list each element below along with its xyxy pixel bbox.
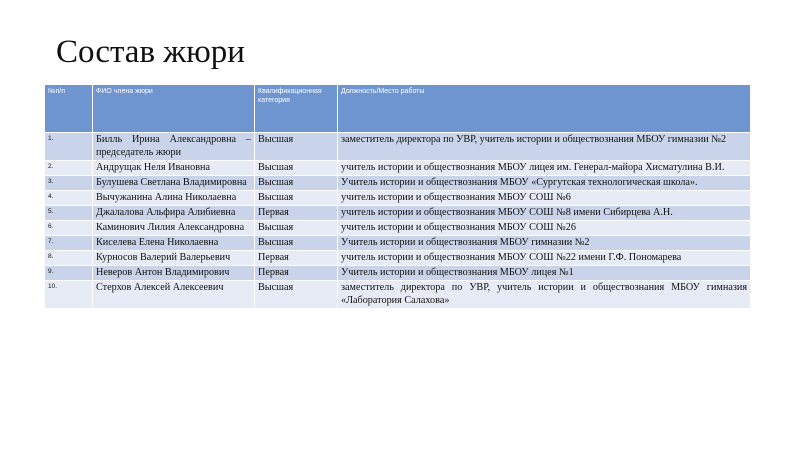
cell-num: 1. — [45, 133, 93, 161]
cell-position: учитель истории и обществознания МБОУ лицея им. Генерал-майора Хисматулина В.И. — [338, 161, 751, 176]
cell-category: Высшая — [255, 236, 338, 251]
cell-position: учитель истории и обществознания МБОУ СОШ №6 — [338, 191, 751, 206]
cell-num: 2. — [45, 161, 93, 176]
cell-position: Учитель истории и обществознания МБОУ гимназии №2 — [338, 236, 751, 251]
cell-fio: Каминович Лилия Александровна — [93, 221, 255, 236]
slide-title: Состав жюри — [56, 34, 245, 70]
cell-position: учитель истории и обществознания МБОУ СОШ №8 имени Сибирцева А.Н. — [338, 206, 751, 221]
table-row — [45, 221, 751, 236]
cell-num: 7. — [45, 236, 93, 251]
cell-category: Высшая — [255, 191, 338, 206]
cell-position: учитель истории и обществознания МБОУ СОШ №26 — [338, 221, 751, 236]
cell-num: 9. — [45, 266, 93, 281]
table-row — [45, 161, 751, 176]
cell-category: Высшая — [255, 221, 338, 236]
jury-table — [44, 84, 751, 309]
cell-num: 5. — [45, 206, 93, 221]
cell-fio: Курносов Валерий Валерьевич — [93, 251, 255, 266]
table-header-row — [45, 85, 751, 133]
cell-category: Первая — [255, 206, 338, 221]
table-row — [45, 133, 751, 161]
jury-table-body — [45, 133, 751, 309]
cell-fio: Билль Ирина Александровна – председатель жюри — [93, 133, 255, 161]
cell-num: 10. — [45, 281, 93, 309]
cell-category: Первая — [255, 251, 338, 266]
cell-category: Высшая — [255, 281, 338, 309]
cell-num: 3. — [45, 176, 93, 191]
cell-fio: Джалалова Альфира Алибиевна — [93, 206, 255, 221]
cell-fio: Булушева Светлана Владимировна — [93, 176, 255, 191]
cell-position: Учитель истории и обществознания МБОУ лицея №1 — [338, 266, 751, 281]
header-fio: ФИО члена жюри — [93, 85, 255, 133]
cell-category: Первая — [255, 266, 338, 281]
table-row — [45, 281, 751, 309]
cell-position: Учитель истории и обществознания МБОУ «Сургутская технологическая школа». — [338, 176, 751, 191]
header-category: Квалификационная категория — [255, 85, 338, 133]
table-row — [45, 251, 751, 266]
cell-num: 6. — [45, 221, 93, 236]
cell-category: Высшая — [255, 176, 338, 191]
table-row — [45, 176, 751, 191]
cell-category: Высшая — [255, 133, 338, 161]
table-row — [45, 191, 751, 206]
cell-num: 4. — [45, 191, 93, 206]
cell-fio: Вычужанина Алина Николаевна — [93, 191, 255, 206]
header-position: Должность/Место работы — [338, 85, 751, 133]
cell-category: Высшая — [255, 161, 338, 176]
cell-num: 8. — [45, 251, 93, 266]
cell-position: заместитель директора по УВР, учитель истории и обществознания МБОУ гимназии №2 — [338, 133, 751, 161]
cell-fio: Стерхов Алексей Алексеевич — [93, 281, 255, 309]
cell-position: заместитель директора по УВР, учитель истории и обществознания МБОУ гимназия «Лаборатория Салахова» — [338, 281, 751, 309]
cell-fio: Неверов Антон Владимирович — [93, 266, 255, 281]
cell-fio: Киселева Елена Николаевна — [93, 236, 255, 251]
cell-position: учитель истории и обществознания МБОУ СОШ №22 имени Г.Ф. Пономарева — [338, 251, 751, 266]
table-row — [45, 266, 751, 281]
cell-fio: Андрущак Неля Ивановна — [93, 161, 255, 176]
header-num: №п/п — [45, 85, 93, 133]
table-row — [45, 236, 751, 251]
table-row — [45, 206, 751, 221]
